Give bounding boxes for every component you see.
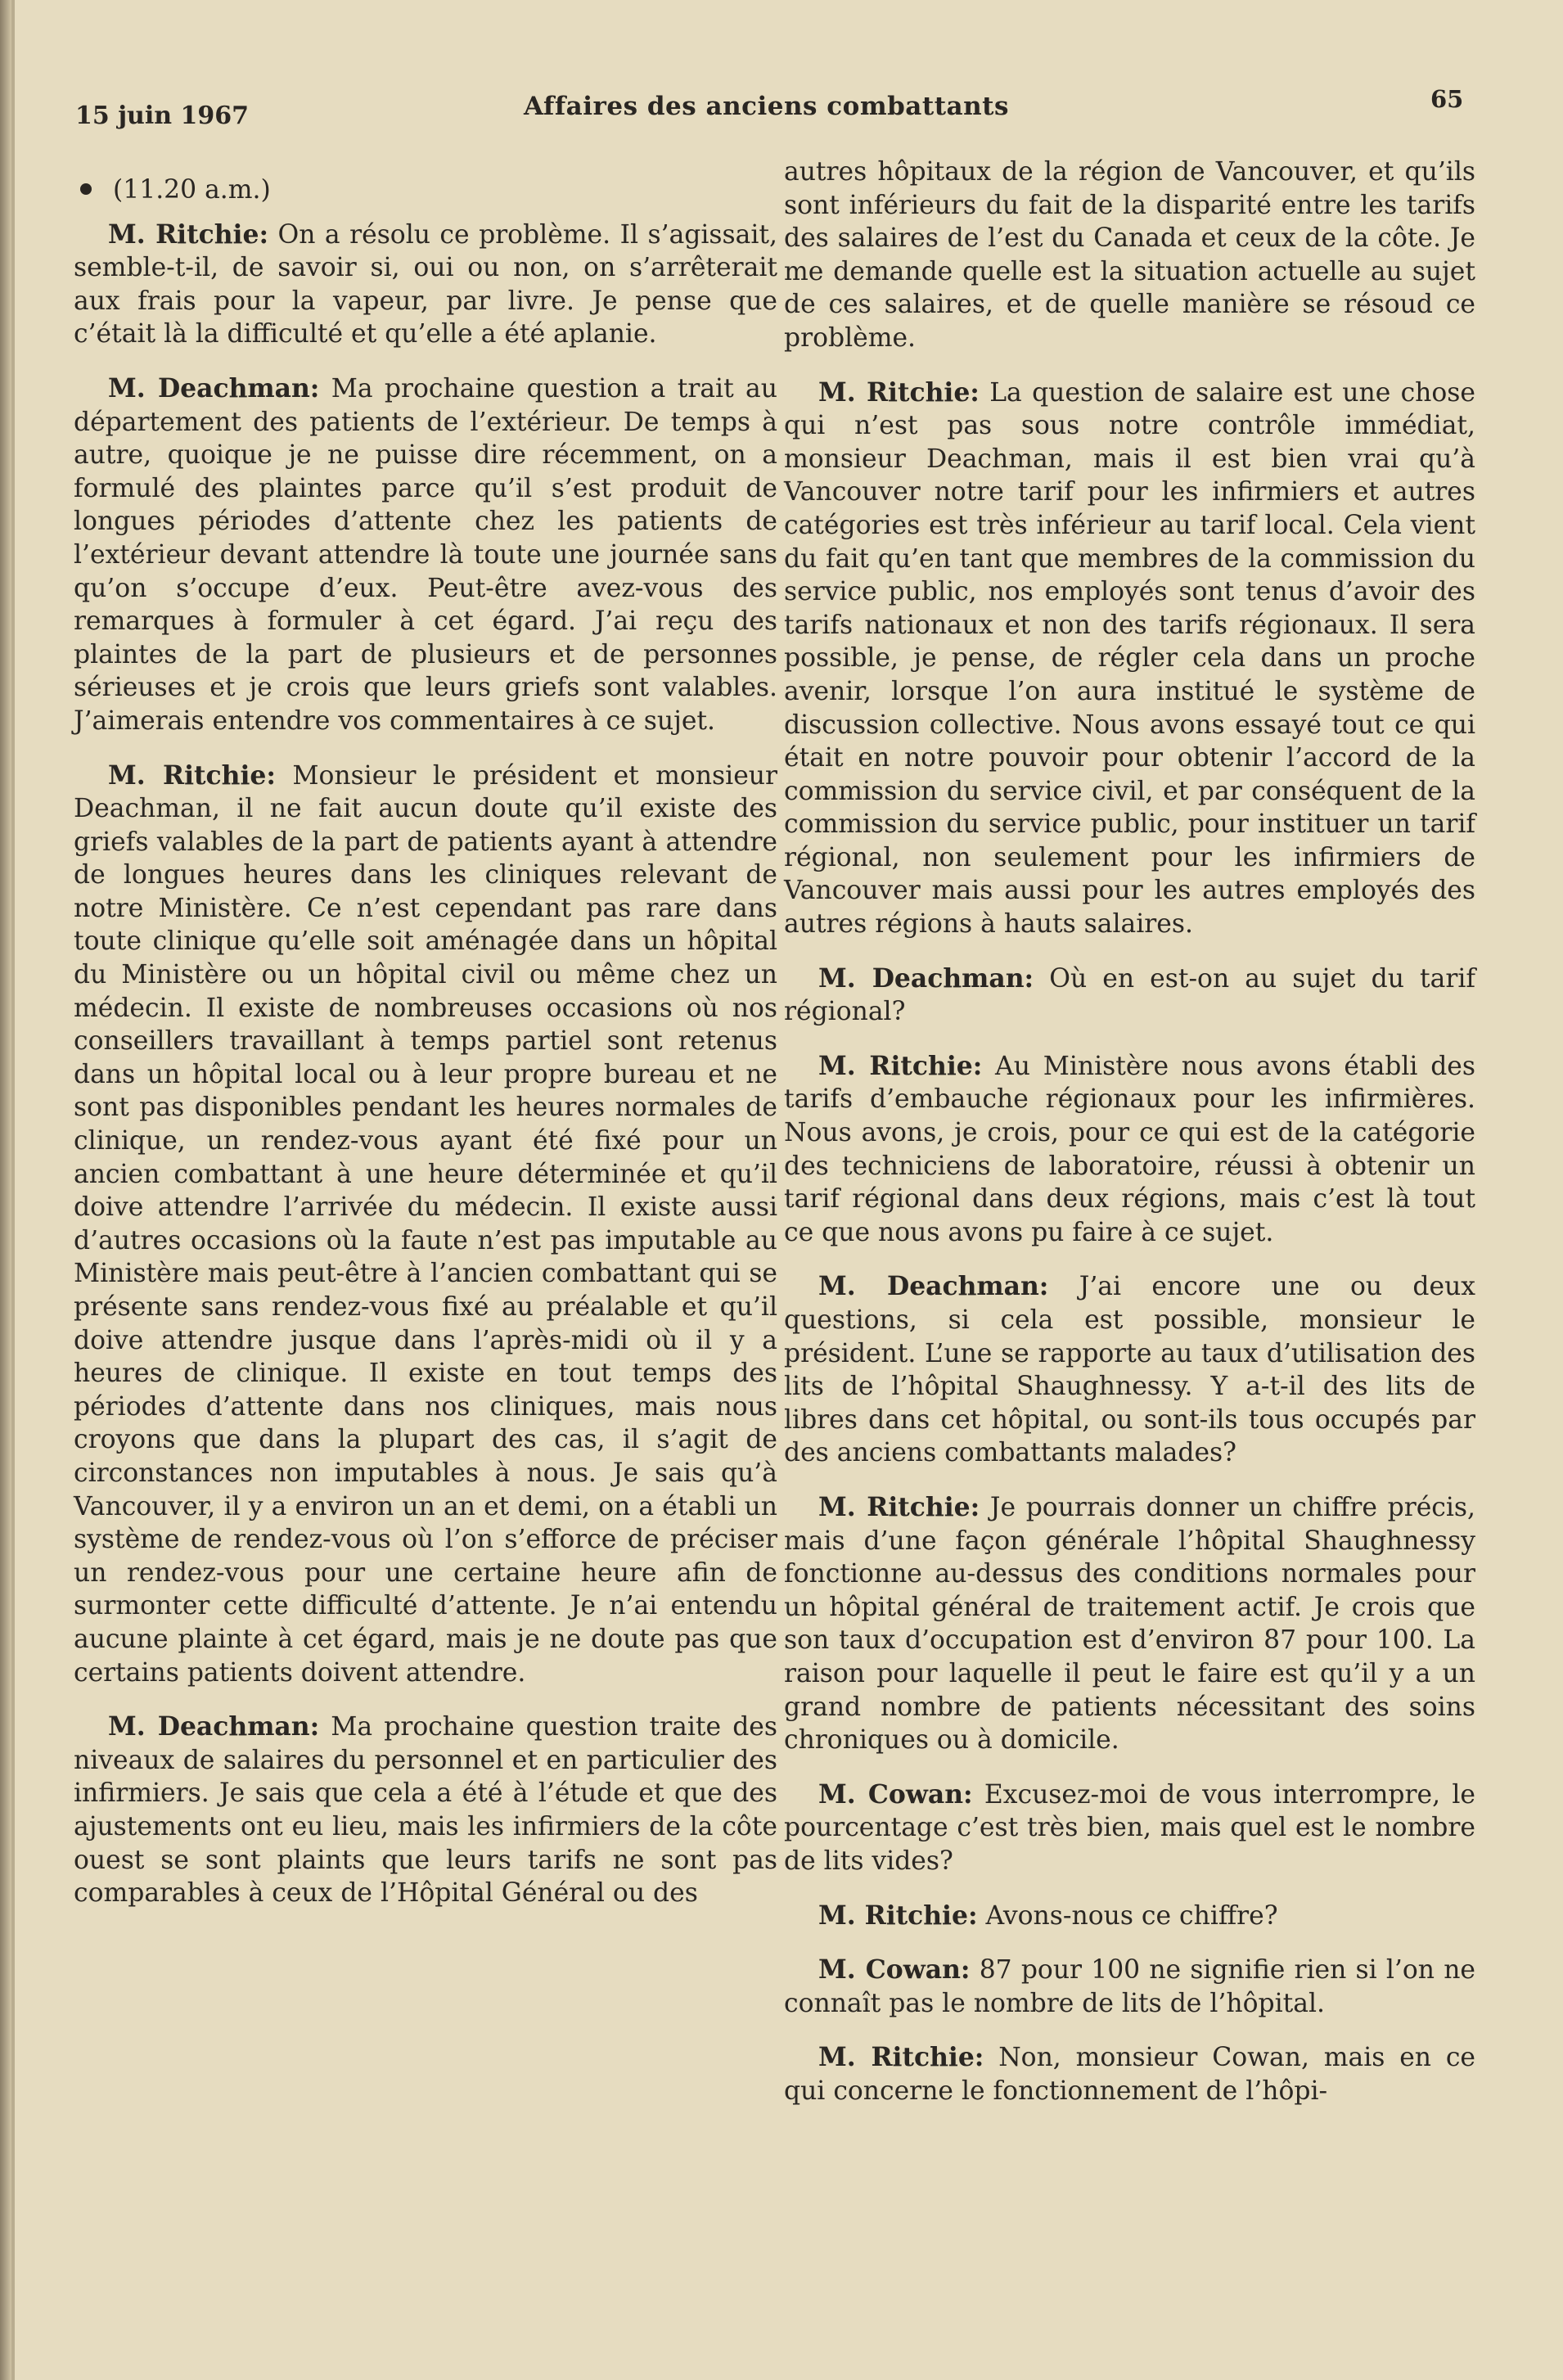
- paragraph-text: Non, monsieur Cowan, mais en ce qui concerne le fonctionnement de l’hôpi-: [784, 2043, 1475, 2106]
- paragraph-text: On a résolu ce problème. Il s’agissait, semble-t-il, de savoir si, oui ou non, on s’arrêterait aux frais pour la vapeur, par livre. Je pense que c’était là la difficulté et qu’elle a été aplanie.: [74, 219, 777, 349]
- header-title: Affaires des anciens combattants: [524, 92, 1009, 121]
- paragraph: [784, 156, 1475, 355]
- bullet-icon: [80, 183, 92, 195]
- speaker-name: M. Cowan:: [818, 1955, 971, 1986]
- speaker-name: M. Deachman:: [818, 1272, 1049, 1302]
- right-column: [784, 156, 1475, 2129]
- paragraph: [784, 1900, 1475, 1933]
- speaker-name: M. Ritchie:: [818, 1900, 978, 1931]
- speaker-name: M. Deachman:: [108, 1712, 320, 1742]
- page-number: 65: [1430, 85, 1464, 113]
- speaker-name: M. Ritchie:: [818, 1492, 980, 1522]
- paragraph-text: autres hôpitaux de la région de Vancouver, et qu’ils sont inférieurs du fait de la disparité entre les tarifs des salaires de l’est du Canada et ceux de la côte. Je me demande quelle est la situation actuelle au sujet de ces salaires, et de quelle manière se résoud ce problème.: [784, 157, 1475, 353]
- paragraph-text: Ma prochaine question traite des niveaux de salaires du personnel et en particulier des infirmiers. Je sais que cela a été à l’étude et que des ajustements ont eu lieu, mais les infirmiers de la côte ouest se sont plaints que leurs tarifs ne sont pas comparables à ceux de l’Hôpital Général ou des: [74, 1712, 777, 1909]
- paragraph-text: Au Ministère nous avons établi des tarifs d’embauche régionaux pour les infirmières. Nous avons, je crois, pour ce qui est de la catégorie des techniciens de laboratoire, réussi à obtenir un tarif régional dans deux régions, mais c’est là tout ce que nous avons pu faire à ce sujet.: [784, 1051, 1475, 1247]
- paragraph-text: Excusez-moi de vous interrompre, le pourcentage c’est très bien, mais quel est le nombre de lits vides?: [784, 1779, 1475, 1876]
- paragraph-text: Ma prochaine question a trait au département des patients de l’extérieur. De temps à autre, quoique je ne puisse dire récemment, on a formulé des plaintes parce qu’il s’est produit de longues périodes d’attente chez les patients de l’extérieur devant attendre là toute une journée sans qu’on s’occupe d’eux. Peut-être avez-vous des remarques à formuler à cet égard. J’ai reçu des plaintes de la part de plusieurs et de personnes sérieuses et je crois que leurs griefs sont valables. J’aimerais entendre vos commentaires à ce sujet.: [74, 373, 777, 736]
- paragraph: [784, 376, 1475, 941]
- paragraph: [784, 1778, 1475, 1878]
- paragraph-text: 87 pour 100 ne signifie rien si l’on ne connaît pas le nombre de lits de l’hôpital.: [784, 1955, 1475, 2018]
- paragraph-text: Je pourrais donner un chiffre précis, mais d’une façon générale l’hôpital Shaughnessy fonctionne au-dessus des conditions normales pour un hôpital général de traitement actif. Je crois que son taux d’occupation est d’environ 87 pour 100. La raison pour laquelle il peut le faire est qu’il y a un grand nombre de patients nécessitant des soins chroniques ou à domicile.: [784, 1492, 1475, 1756]
- speaker-name: M. Ritchie:: [818, 377, 980, 408]
- header-date: 15 juin 1967: [75, 101, 250, 130]
- paragraph: [784, 1491, 1475, 1757]
- speaker-name: M. Ritchie:: [818, 1051, 983, 1081]
- paragraph: [74, 219, 777, 351]
- time-stamp: (11.20 a.m.): [74, 174, 777, 207]
- paragraph-text: Monsieur le président et monsieur Deachman, il ne fait aucun doute qu’il existe des griefs valables de la part de patients ayant à attendre de longues heures dans les cliniques relevant de notre Ministère. Ce n’est cependant pas rare dans toute clinique qu’elle soit aménagée dans un hôpital du Ministère ou un hôpital civil ou même chez un médecin. Il existe de nombreuses occasions où nos conseillers travaillant à temps partiel sont retenus dans un hôpital local ou à leur propre bureau et ne sont pas disponibles pendant les heures normales de clinique, un rendez-vous ayant été fixé pour un ancien combattant à une heure déterminée et qu’il doive attendre l’arrivée du médecin. Il existe aussi d’autres occasions où la faute n’est pas imputable au Ministère mais peut-être à l’ancien combattant qui se présente sans rendez-vous fixé au préalable et qu’il doive attendre jusque dans l’après-midi où il y a heures de clinique. Il existe en tout temps des périodes d’attente dans nos cliniques, mais nous croyons que dans la plupart des cas, il s’agit de circonstances non imputables à nous. Je sais qu’à Vancouver, il y a environ un an et demi, on a établi un système de rendez-vous où l’on s’efforce de préciser un rendez-vous pour une certaine heure afin de surmonter cette difficulté d’attente. Je n’ai entendu aucune plainte à cet égard, mais je ne doute pas que certains patients doivent attendre.: [74, 760, 777, 1688]
- paragraph: [784, 962, 1475, 1029]
- paragraph-text: J’ai encore une ou deux questions, si cela est possible, monsieur le président. L’une se rapporte au taux d’utilisation des lits de l’hôpital Shaughnessy. Y a-t-il des lits de libres dans cet hôpital, ou sont-ils tous occupés par des anciens combattants malades?: [784, 1272, 1475, 1468]
- speaker-name: M. Deachman:: [818, 963, 1034, 994]
- speaker-name: M. Ritchie:: [108, 760, 276, 791]
- speaker-name: M. Ritchie:: [818, 2043, 984, 2073]
- paragraph: [784, 2041, 1475, 2107]
- speaker-name: M. Cowan:: [818, 1779, 973, 1810]
- paragraph: [74, 760, 777, 1690]
- speaker-name: M. Ritchie:: [108, 219, 269, 250]
- paragraph-text: La question de salaire est une chose qui n’est pas sous notre contrôle immédiat, monsieur Deachman, mais il est bien vrai qu’à Vancouver notre tarif pour les infirmiers et autres catégories est très inférieur au tarif local. Cela vient du fait qu’en tant que membres de la commission du service public, nos employés sont tenus d’avoir des tarifs nationaux et non des tarifs régionaux. Il sera possible, je pense, de régler cela dans un proche avenir, lorsque l’on aura institué le système de discussion collective. Nous avons essayé tout ce qui était en notre pouvoir pour obtenir l’accord de la commission du service civil, et par conséquent de la commission du service public, pour instituer un tarif régional, non seulement pour les infirmiers de Vancouver mais aussi pour les autres employés des autres régions à hauts salaires.: [784, 377, 1475, 940]
- paragraph: [784, 1050, 1475, 1250]
- page-edge: [0, 0, 11, 2380]
- paragraph: [784, 1270, 1475, 1470]
- paragraph: [74, 372, 777, 738]
- paragraph: [784, 1954, 1475, 2020]
- paragraph-text: Où en est-on au sujet du tarif régional?: [784, 963, 1475, 1027]
- speaker-name: M. Deachman:: [108, 373, 320, 403]
- paragraph-text: Avons-nous ce chiffre?: [977, 1900, 1278, 1931]
- paragraph: [74, 1711, 777, 1910]
- page-edge-shadow: [11, 0, 15, 2380]
- left-column: [74, 174, 777, 1931]
